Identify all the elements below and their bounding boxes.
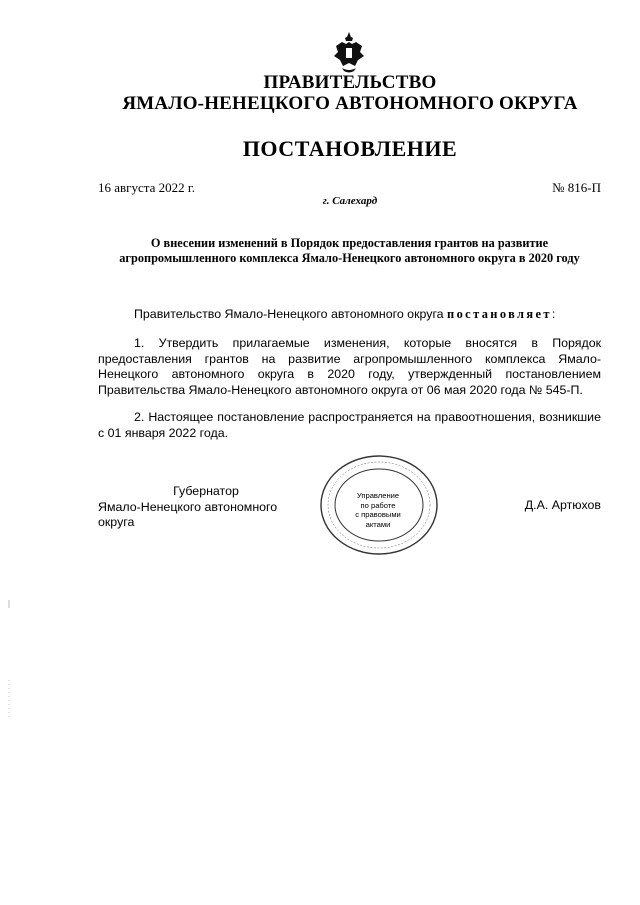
stamp-line1: Управление [356, 491, 400, 500]
doc-title: О внесении изменений в Порядок предоставления грантов на развитие агропромышленного комплекса Ямало-Ненецкого автономного округа в 2020 году [119, 236, 580, 265]
doc-type: ПОСТАНОВЛЕНИЕ [242, 136, 458, 161]
paragraph-2: 2. Настоящее постановление распространяется на правоотношения, возникшие с 01 января 2022 года. [98, 410, 601, 440]
margin-marks [8, 600, 10, 720]
stamp-text [340, 491, 416, 529]
doc-city: г. Салехард [322, 195, 378, 207]
coat-of-arms-icon [330, 30, 368, 74]
signature-title-line1: Губернатор [173, 484, 239, 498]
preamble-end: : [551, 307, 556, 321]
doc-number: № 816-П [552, 180, 601, 195]
signature-name: Д.А. Артюхов [524, 498, 601, 512]
org-name-line2: ЯМАЛО-НЕНЕЦКОГО АВТОНОМНОГО ОКРУГА [122, 93, 578, 114]
paragraph-1: 1. Утвердить прилагаемые изменения, которые вносятся в Порядок предоставления грантов на развитие агропромышленного комплекса Ямало-Ненецкого автономного округа в 2020 году, утвержденный постановлением Правительства Ямало-Ненецкого автономного округа от 06 мая 2020 года № 545-П. [98, 336, 601, 398]
signature-title-line2: Ямало-Ненецкого автономного округа [98, 499, 278, 529]
preamble [134, 307, 555, 322]
stamp-line2: по работе [360, 500, 396, 510]
stamp-line3: с правовыми [355, 510, 401, 520]
stamp-line4: актами [365, 519, 391, 529]
signature-title [98, 484, 308, 531]
preamble-text: Правительство Ямало-Ненецкого автономного округа [134, 307, 448, 321]
org-name-line1: ПРАВИТЕЛЬСТВО [263, 72, 437, 93]
doc-date: 16 августа 2022 г. [98, 180, 195, 195]
preamble-emphasis: постановляет [447, 307, 552, 321]
